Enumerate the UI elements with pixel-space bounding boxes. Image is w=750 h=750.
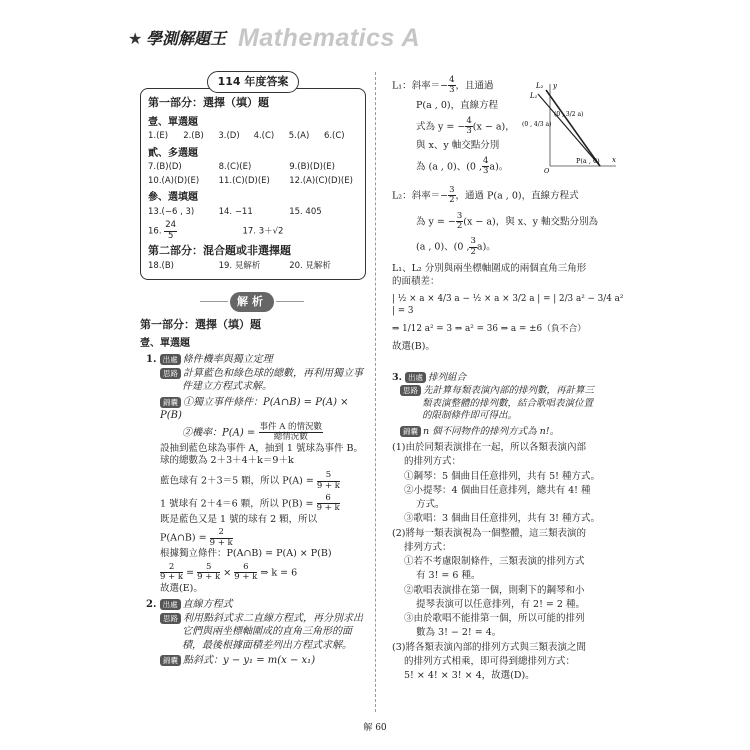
answer-item: 2.(B) <box>183 131 204 142</box>
label-origin: O <box>544 167 550 175</box>
q1-tips: 錦囊 ①獨立事件條件：P(A∩B) = P(A) × P(B) ②機率：P(A) = $\frac{\text{事件 A 的情況數}}{\text{總情況數}}$ <box>160 396 349 443</box>
answer-item: 5.(A) <box>288 131 310 142</box>
answer-item: 3.(D) <box>218 131 240 142</box>
tips-tag: 錦囊 <box>160 397 181 408</box>
brand-title: 學測解題王 <box>146 29 227 48</box>
q3-tips: 錦囊 n 個不同物件的排列方式為 n!。 <box>392 426 624 439</box>
q2-tips: 錦囊 點斜式：y − y₁ = m(x − x₁) <box>140 654 368 668</box>
source-tag: 出處 <box>160 599 181 610</box>
label-point-1: (0 , 3/2 a) <box>554 111 584 118</box>
star-icon: ★ <box>128 29 143 48</box>
answer-item: 18.(B) <box>148 260 174 271</box>
answer-item: 12.(A)(C)(D)(E) <box>289 175 353 186</box>
answer-fill-title: 參、選填題 <box>148 192 198 204</box>
column-divider <box>375 72 376 712</box>
answer-content <box>148 96 360 272</box>
line-l2 <box>546 90 600 166</box>
answer-fill-list <box>148 205 360 219</box>
analysis-label: 解析 <box>230 292 274 312</box>
answer-item: 19. 見解析 <box>218 260 261 271</box>
fraction: $\frac{24}{5}$ <box>165 220 177 241</box>
divider-line <box>200 301 228 302</box>
answer-single-list <box>148 129 360 143</box>
label-x: x <box>612 156 616 164</box>
fraction: $\frac{\text{事件 A 的情況數}}{\text{總情況數}}$ <box>259 421 323 443</box>
answer-item: 17. 3＋√2 <box>242 226 284 237</box>
answer-item: 15. 405 <box>289 206 322 217</box>
source-tag: 出處 <box>405 372 426 383</box>
label-y: y <box>553 82 557 90</box>
answer-item: 10.(A)(D)(E) <box>148 175 200 186</box>
answer-box-title: 114 年度答案 <box>207 71 299 93</box>
q1-source: 1. 出處 條件機率與獨立定理 <box>146 354 273 366</box>
answer-part2-list <box>148 259 360 273</box>
thinking-tag: 思路 <box>160 368 181 379</box>
q1-thinking: 思路 計算藍色和綠色球的總數，再利用獨立事 件建立方程式求解。 <box>140 367 368 394</box>
answer-single-title: 壹、單選題 <box>148 116 198 128</box>
answer-multi-title: 貳、多選題 <box>148 147 198 159</box>
page-number: 解 60 <box>363 723 387 733</box>
label-point-2: (0 , 4/3 a) <box>522 121 552 128</box>
l1-text: L₁：斜率＝− $\frac{4}{3}$ ，且通過 P(a , 0)，直線方程 式為 y = − $\frac{4}{3}$ (x − a)， 與 x、y 軸交點分別 為 (a , 0)、(0 , $\frac{4}{3}$ a)。 <box>392 75 515 177</box>
q3-solution <box>392 372 624 683</box>
tips-tag: 錦囊 <box>160 655 181 666</box>
answer-multi-list <box>148 160 360 187</box>
answer-item: 1.(E) <box>148 131 169 142</box>
divider-line <box>276 301 304 302</box>
line-l1 <box>538 94 600 166</box>
part1-title: 第一部分：選擇（填）題 <box>140 318 261 331</box>
label-p: P(a , 0) <box>576 157 600 165</box>
subject-title: Mathematics A <box>238 24 421 52</box>
left-solutions <box>140 318 368 668</box>
answer-item: 14. −11 <box>218 206 253 217</box>
answer-item: 9.(B)(D)(E) <box>289 162 335 173</box>
analysis-banner <box>140 292 366 312</box>
l2-text: L₂：斜率＝− $\frac{3}{2}$ ，通過 P(a , 0)，直線方程式 為 y = − $\frac{3}{2}$ (x − a)，與 x、y 軸交點分別為 (a , 0)、(0 , $\frac{3}{2}$ a)。 L₁、L₂ 分別與兩坐標軸圍成的兩個直角三角形 的面積差： | ½ × a × 4/3 a − ½ × a × 3/2 a | = | 2/3 a² − 3/4 a² | = 3 ⇒ 1/12 a² = 3 ⇒ a² = 36 ⇒ a = ±6（負不合） 故選(B)。 <box>392 185 624 353</box>
answer-part2-title: 第二部分：混合題或非選擇題 <box>148 244 291 258</box>
q3-source: 3. 出處 排列組合 <box>392 372 466 383</box>
answer-part1-title: 第一部分：選擇（填）題 <box>148 96 269 109</box>
answer-item: 7.(B)(D) <box>148 162 182 173</box>
q3-thinking: 思路 先計算每類表演內部的排列數，再計算三 類表演整體的排列數，結合歌唱表演位置 的限制條件即可得出。 <box>392 385 624 423</box>
answer-item: 6.(C) <box>323 131 345 142</box>
q1-solution: 設抽到藍色球為事件 A，抽到 1 號球為事件 B。 球的總數為 2＋3＋4＋k＝9＋k 藍色球有 2＋3＝5 顆，所以 P(A) = $\frac{5}{9 + k}$ 1 號球有 2＋4＝6 顆，所以 P(B) = $\frac{6}{9 + k}$ 既是藍色又是 1 號的球有 2 顆，所以 P(A∩B) = $\frac{2}{9 + k}$ 根據獨立條件：P(A∩B) = P(A) × P(B) $\frac{2}{9 + k}$ = $\frac{5}{9 + k}$ × $\frac{6}{9 + k}$ ⇒ k = 6 故選(E)。 <box>160 442 363 594</box>
answer-item: 20. 見解析 <box>289 260 331 271</box>
line-graph <box>520 76 620 176</box>
answer-item: 16. <box>148 226 162 237</box>
tips-tag: 錦囊 <box>400 426 421 437</box>
answer-item: 4.(C) <box>253 131 275 142</box>
label-l1: L₁ <box>530 92 538 100</box>
page-header <box>128 22 628 54</box>
label-l2: L₂ <box>536 82 544 90</box>
answer-fill-16-17 <box>148 221 360 241</box>
thinking-tag: 思路 <box>400 385 421 396</box>
q2-source: 2. 出處 直線方程式 <box>146 599 233 611</box>
source-tag: 出處 <box>160 354 181 365</box>
q3-steps: (1)由於同類表演排在一起，所以各類表演內部 的排列方式： ①鋼琴：5 個曲目任意排列，共有 5! 種方式。 ②小提琴：4 個曲目任意排列，總共有 4! 種 方式。 ③歌唱：3 個曲目任意排列，共有 3! 種方式。 (2)將每一類表演視為一個整體，這三類表演的 排列方式： ①若不考慮限制條件，三類表演的排列方式 有 3! = 6 種。 ②歌唱表演排在第一個，則剩下的鋼琴和小 提琴表演可以任意排列，有 2! = 2 種。 ③由於歌唱不能排第一個，所以可能的排列 數為 3! − 2! = 4。 (3)將各類表演內部的排列方式與三類表演之間 的排列方式相乘，即可得到總排列方式： 5! × 4! × 3! × 4，故選(D)。 <box>392 442 600 682</box>
answer-item: 11.(C)(D)(E) <box>218 175 270 186</box>
answer-item: 8.(C)(E) <box>218 162 252 173</box>
single-title: 壹、單選題 <box>140 337 190 349</box>
q2-thinking: 思路 利用點斜式求二直線方程式，再分別求出 它們與兩坐標軸圍成的直角三角形的面 積，最後根據面積差列出方程式求解。 <box>140 612 368 653</box>
thinking-tag: 思路 <box>160 613 181 624</box>
answer-item: 13.(−6 , 3) <box>148 206 195 217</box>
